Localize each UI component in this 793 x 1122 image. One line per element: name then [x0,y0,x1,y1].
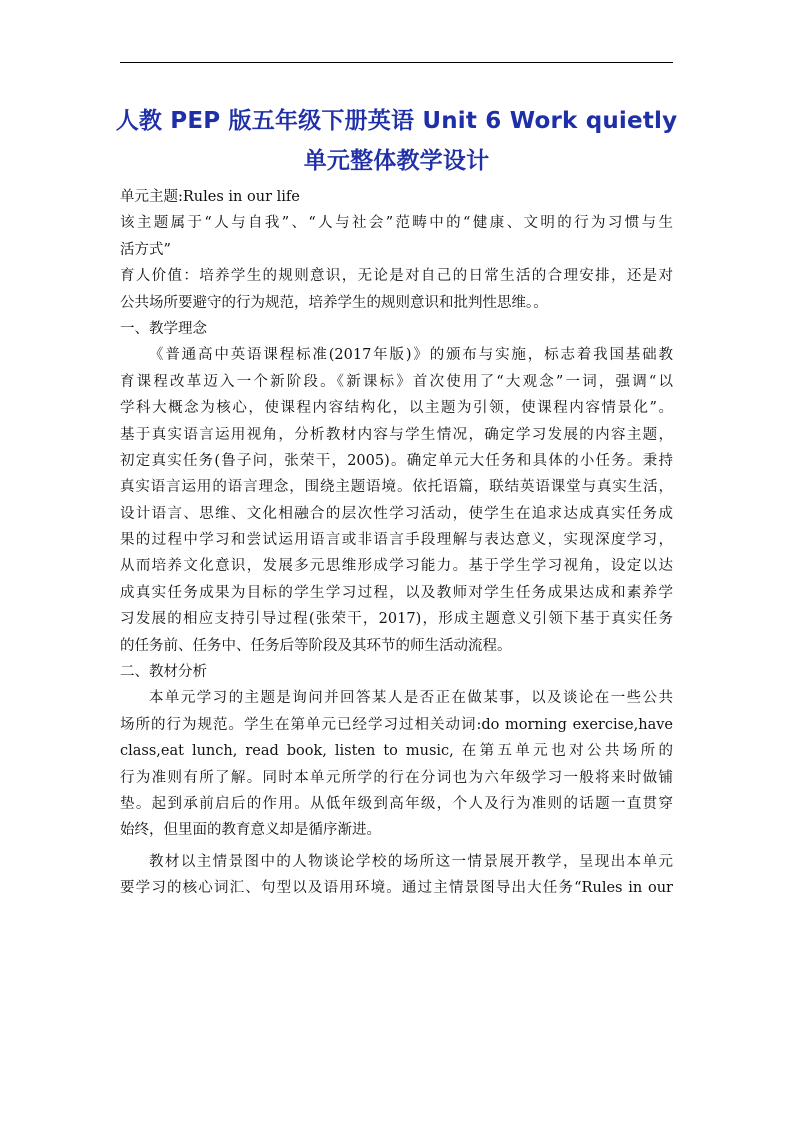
paragraph-line: 育课程改革迈入一个新阶段。《新课标》首次使用了“大观念”一词，强调“以 [120,373,673,390]
paragraph-line: 本单元学习的主题是询问并回答某人是否正在做某事，以及谈论在一些公共 [149,690,673,707]
section-heading-textbook-analysis: 二、教材分析 [120,664,207,681]
paragraph-line: 《普通高中英语课程标准(2017年版)》的颁布与实施，标志着我国基础教 [149,347,673,364]
document-subtitle: 单元整体教学设计 [303,148,490,174]
paragraph-line: 习发展的相应支持引导过程(张荣干，2017)，形成主题意义引领下基于真实任务 [120,611,673,628]
unit-theme-line: 单元主题:Rules in our life [120,189,300,205]
document-title: 人教 PEP 版五年级下册英语 Unit 6 Work quietly [115,108,678,134]
paragraph-line: 场所的行为规范。学生在第单元已经学习过相关动词:do morning exercise,have [120,716,673,733]
document-body [120,184,673,902]
paragraph-line: 教材以主情景图中的人物谈论学校的场所这一情景展开教学，呈现出本单元 [149,853,673,870]
education-value-line: 公共场所要避守的行为规范，培养学生的规则意识和批判性思维。。 [120,294,548,311]
paragraph-line: 要学习的核心词汇、句型以及语用环境。通过主情景图导出大任务“Rules in our [120,880,673,897]
theme-description-line: 该主题属于“人与自我”、“人与社会”范畴中的“健康、文明的行为习惯与生 [120,215,673,232]
paragraph-line: class,eat lunch, read book, listen to music, 在第五单元也对公共场所的 [120,743,673,760]
paragraph-line: 始终，但里面的教育意义却是循序渐进。 [120,822,381,839]
paragraph-line: 设计语言、思维、文化相融合的层次性学习活动，使学生在追求达成真实任务成 [120,505,673,522]
paragraph-line: 基于真实语言运用视角，分析教材内容与学生情况，确定学习发展的内容主题， [120,426,673,443]
paragraph-line: 垫。起到承前启后的作用。从低年级到高年级，个人及行为准则的话题一直贯穿 [120,795,673,812]
theme-description-line: 活方式” [120,241,171,258]
paragraph-line: 果的过程中学习和尝试运用语言或非语言手段理解与表达意义，实现深度学习， [120,532,673,549]
education-value-line: 育人价值：培养学生的规则意识，无论是对自己的日常生活的合理安排，还是对 [120,268,673,285]
paragraph-line: 的任务前、任务中、任务后等阶段及其环节的师生活动流程。 [120,637,512,654]
section-heading-teaching-philosophy: 一、教学理念 [120,320,207,337]
paragraph-line: 初定真实任务(鲁子问，张荣干，2005)。确定单元大任务和具体的小任务。秉持 [120,452,673,469]
paragraph-line: 学科大概念为核心，使课程内容结构化，以主题为引领，使课程内容情景化”。 [120,400,673,417]
paragraph-line: 行为准则有所了解。同时本单元所学的行在分词也为六年级学习一般将来时做铺 [120,769,673,786]
header-rule [120,62,673,63]
paragraph-line: 成真实任务成果为目标的学生学习过程，以及教师对学生任务成果达成和素养学 [120,584,673,601]
paragraph-line: 从而培养文化意识，发展多元思维形成学习能力。基于学生学习视角，设定以达 [120,558,673,575]
paragraph-line: 真实语言运用的语言理念，围绕主题语境。依托语篇，联结英语课堂与真实生活， [120,479,673,496]
